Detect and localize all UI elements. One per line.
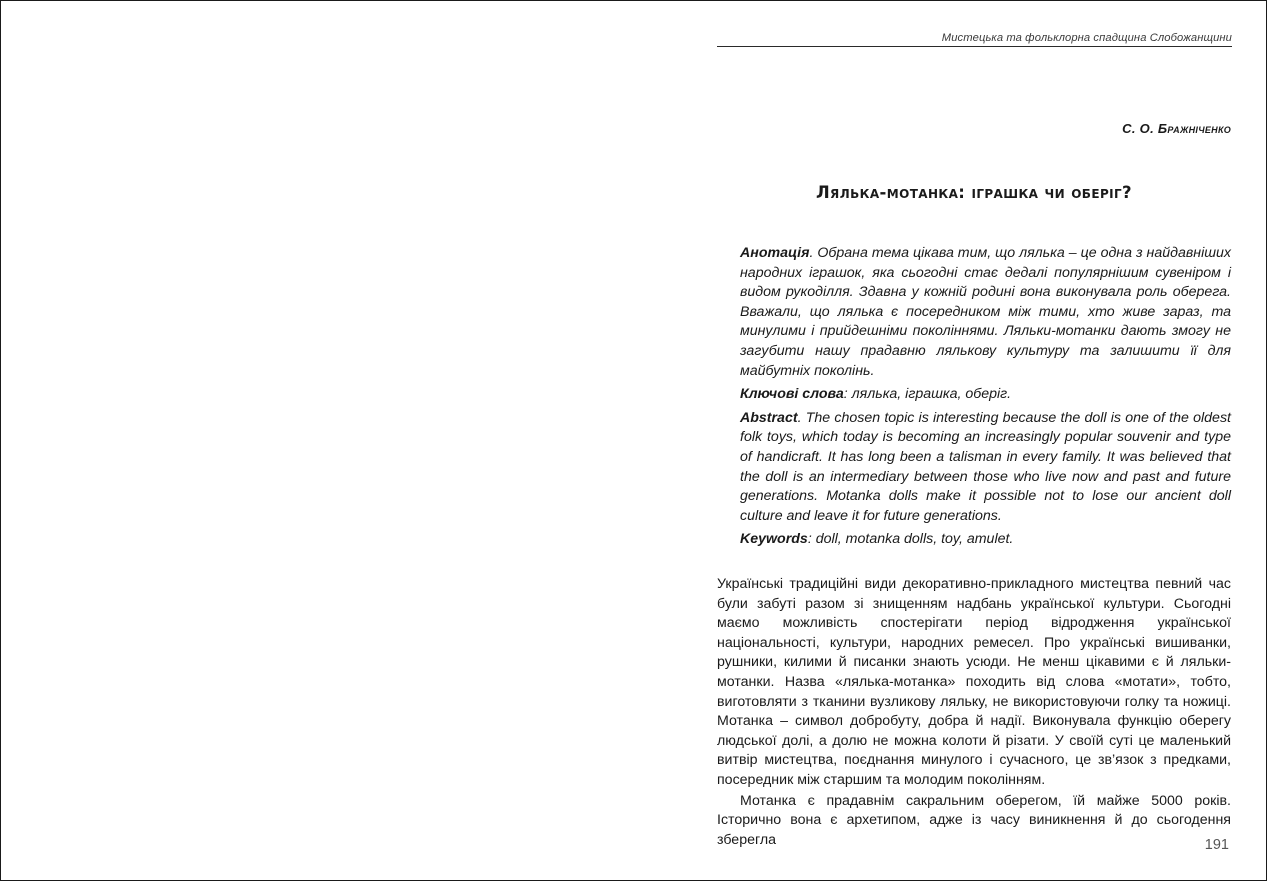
header-rule	[717, 46, 1232, 47]
body-paragraph-2: Мотанка є прадавнім сакральним оберегом, їй майже 5000 років. Історично вона є архетипом, адже із часу виникнення й до сьогодення зберегла	[717, 792, 1231, 848]
keywords-label-en: Keywords	[740, 531, 808, 548]
abstract-text-en: . The chosen topic is interesting because the doll is one of the oldest folk toys, which today is becoming an increasingly popular souvenir and type of handicraft. It has long been a talisman in every family. It was believed that the doll is an intermediary between those who live now and past and future generations. Motanka dolls make it possible not to lose our ancient doll culture and leave it for future generations.	[740, 409, 1231, 524]
keywords-english	[740, 530, 1231, 550]
running-head: Мистецька та фольклорна спадщина Слобожанщини	[941, 32, 1232, 44]
keywords-text-en: : doll, motanka dolls, toy, amulet.	[807, 531, 1014, 548]
abstract-english	[740, 409, 1231, 527]
keywords-text-uk: : лялька, іграшка, оберіг.	[843, 386, 1012, 403]
keywords-label-uk: Ключові слова	[740, 386, 844, 403]
keywords-ukrainian	[740, 385, 1231, 405]
author-name: С. О. Бражніченко	[1122, 121, 1231, 136]
abstract-ukrainian	[740, 244, 1231, 381]
abstract-label-en: Abstract	[740, 409, 798, 426]
body-paragraph-1: Українські традиційні види декоративно-прикладного мистецтва певний час були забуті разом зі знищенням надбань української культури. Сьогодні маємо можливість спостерігати період відродження української національності, культури, народних ремесел. Про українські вишиванки, рушники, килими й писанки знають усюди. Не менш цікавими є й ляльки-мотанки. Назва «лялька-мотанка» походить від слова «мотати», тобто, виготовляти з тканини вузликову ляльку, не використовуючи голку та ножиці. Мотанка – символ добробуту, добра й надії. Виконувала функцію оберегу людської долі, а долю не можна колоти й різати. У своїй суті це маленький витвір мистецтва, поєднання минулого і сучасного, це зв’язок з предками, посередник між старшим та молодим поколінням.	[717, 576, 1231, 788]
body-text	[717, 575, 1231, 850]
abstract-block	[740, 244, 1231, 554]
page-number: 191	[1204, 837, 1229, 853]
abstract-text-uk: . Обрана тема цікава тим, що лялька – це одна з найдавніших народних іграшок, яка сьогодні стає дедалі популярнішим сувеніром і видом рукоділля. Здавна у кожній родині вона виконувала роль оберега. Вважали, що лялька є посередником між тими, хто живе зараз, та минулими і прийдешніми поколіннями. Ляльки-мотанки дають змогу не загубити нашу прадавню лялькову культуру та залишити її для майбутніх поколінь.	[740, 245, 1231, 379]
abstract-label-uk: Анотація	[740, 245, 810, 261]
article-title: Лялька-мотанка: іграшка чи оберіг?	[815, 183, 1133, 202]
